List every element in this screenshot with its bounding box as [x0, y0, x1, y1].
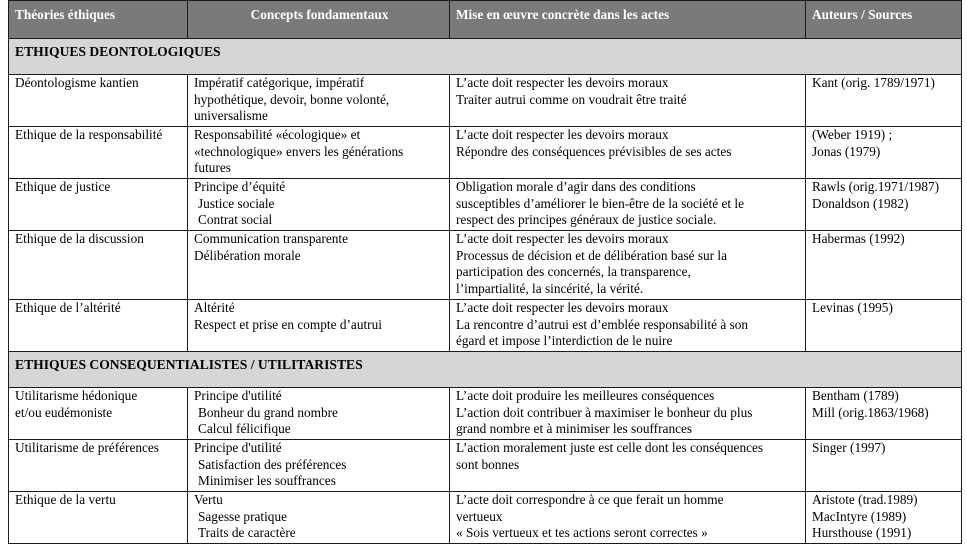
actes-line: L’acte doit produire les meilleures conséquences — [456, 388, 715, 403]
theory-cell — [9, 231, 188, 300]
actes-line: L’acte doit respecter les devoirs moraux — [456, 300, 669, 315]
section-title: ETHIQUES CONSEQUENTIALISTES / UTILITARISTES — [9, 352, 962, 388]
theory-line: Ethique de la discussion — [15, 231, 144, 246]
theory-cell — [9, 388, 188, 440]
concepts-line: universalisme — [194, 108, 268, 124]
theory-line: Ethique de la vertu — [15, 492, 116, 507]
auteurs-line: Levinas (1995) — [812, 300, 893, 315]
actes-line: L’acte doit respecter les devoirs moraux — [456, 231, 669, 246]
concepts-line: Principe d’équité — [194, 179, 286, 194]
auteurs-line: Kant (orig. 1789/1971) — [812, 75, 935, 90]
concepts-line: Impératif catégorique, impératif — [194, 75, 365, 90]
concepts-cell — [188, 231, 450, 300]
theory-line: Déontologisme kantien — [15, 75, 139, 90]
concepts-line: Principe d'utilité — [194, 388, 282, 403]
header-row — [9, 1, 962, 39]
actes-cell — [450, 75, 806, 127]
auteurs-line: Jonas (1979) — [812, 143, 881, 159]
concepts-line: Bonheur du grand nombre — [198, 404, 338, 420]
actes-line: « Sois vertueux et tes actions seront correctes » — [456, 525, 708, 541]
actes-line: L’acte doit correspondre à ce que ferait un homme — [456, 492, 724, 507]
auteurs-line: Mill (orig.1863/1968) — [812, 404, 929, 420]
concepts-cell — [188, 492, 450, 544]
concepts-line: Sagesse pratique — [198, 508, 287, 524]
actes-line: Répondre des conséquences prévisibles de ses actes — [456, 143, 732, 159]
header-auteurs: Auteurs / Sources — [806, 1, 962, 39]
concepts-line: Vertu — [194, 492, 223, 507]
table-row — [9, 492, 962, 544]
actes-cell — [450, 300, 806, 352]
header-theories: Théories éthiques — [9, 1, 188, 39]
actes-line: L’action doit contribuer à maximiser le bonheur du plus — [456, 404, 753, 420]
table-row — [9, 75, 962, 127]
concepts-line: Responsabilité «écologique» et — [194, 127, 361, 142]
header-mise-en-oeuvre: Mise en œuvre concrète dans les actes — [450, 1, 806, 39]
table-row — [9, 300, 962, 352]
concepts-line: Satisfaction des préférences — [198, 456, 347, 472]
concepts-line: Traits de caractère — [198, 525, 296, 541]
actes-line: sont bonnes — [456, 456, 520, 472]
auteurs-cell — [806, 388, 962, 440]
auteurs-line: MacIntyre (1989) — [812, 508, 907, 524]
actes-cell — [450, 492, 806, 544]
auteurs-cell — [806, 179, 962, 231]
actes-line: L’action moralement juste est celle dont les conséquences — [456, 440, 764, 455]
table-body — [9, 39, 962, 544]
table-row — [9, 231, 962, 300]
theory-line: Utilitarisme de préférences — [15, 440, 159, 455]
theory-line: Ethique de l’altérité — [15, 300, 121, 315]
concepts-line: Altérité — [194, 300, 235, 315]
actes-line: La rencontre d’autrui est d’emblée responsabilité à son — [456, 316, 749, 332]
auteurs-cell — [806, 440, 962, 492]
actes-line: Obligation morale d’agir dans des conditions — [456, 179, 696, 194]
theory-line: Utilitarisme hédonique — [15, 388, 138, 403]
theory-cell — [9, 75, 188, 127]
concepts-line: Calcul félicifique — [198, 421, 291, 437]
concepts-line: Principe d'utilité — [194, 440, 282, 455]
table-row — [9, 127, 962, 179]
actes-line: grand nombre et à minimiser les souffrances — [456, 421, 693, 437]
table-row — [9, 440, 962, 492]
actes-line: participation des concernés, la transparence, — [456, 264, 691, 280]
actes-cell — [450, 388, 806, 440]
actes-line: l’impartialité, la sincérité, la vérité. — [456, 280, 644, 296]
header-concepts: Concepts fondamentaux — [188, 1, 450, 39]
concepts-line: Communication transparente — [194, 231, 348, 246]
concepts-cell — [188, 300, 450, 352]
actes-line: L’acte doit respecter les devoirs moraux — [456, 127, 669, 142]
auteurs-cell — [806, 127, 962, 179]
concepts-cell — [188, 440, 450, 492]
table-row — [9, 179, 962, 231]
actes-line: Traiter autrui comme on voudrait être traité — [456, 91, 687, 107]
theory-line: Ethique de justice — [15, 179, 111, 194]
auteurs-line: Hursthouse (1991) — [812, 525, 912, 541]
theory-cell — [9, 179, 188, 231]
actes-line: Processus de décision et de délibération basé sur la — [456, 247, 728, 263]
table-row — [9, 388, 962, 440]
theory-line: Ethique de la responsabilité — [15, 127, 163, 142]
section-title: ETHIQUES DEONTOLOGIQUES — [9, 39, 962, 75]
actes-line: L’acte doit respecter les devoirs moraux — [456, 75, 669, 90]
section-header-row — [9, 352, 962, 388]
auteurs-line: (Weber 1919) ; — [812, 127, 893, 142]
concepts-cell — [188, 127, 450, 179]
actes-line: vertueux — [456, 508, 503, 524]
auteurs-line: Rawls (orig.1971/1987) — [812, 179, 940, 194]
auteurs-line: Habermas (1992) — [812, 231, 905, 246]
auteurs-cell — [806, 300, 962, 352]
theory-line: et/ou eudémoniste — [15, 404, 113, 420]
theory-cell — [9, 492, 188, 544]
actes-cell — [450, 231, 806, 300]
concepts-line: «technologique» envers les générations — [194, 143, 404, 159]
concepts-line: Minimiser les souffrances — [198, 473, 336, 489]
concepts-line: Justice sociale — [198, 195, 275, 211]
auteurs-line: Singer (1997) — [812, 440, 886, 455]
theory-cell — [9, 300, 188, 352]
auteurs-cell — [806, 231, 962, 300]
actes-line: respect des principes généraux de justice sociale. — [456, 212, 717, 228]
theory-cell — [9, 127, 188, 179]
actes-cell — [450, 127, 806, 179]
actes-line: égard et impose l’interdiction de le nuire — [456, 333, 673, 349]
theory-cell — [9, 440, 188, 492]
ethics-table — [8, 0, 962, 544]
concepts-cell — [188, 388, 450, 440]
actes-cell — [450, 179, 806, 231]
auteurs-line: Donaldson (1982) — [812, 195, 909, 211]
auteurs-cell — [806, 492, 962, 544]
concepts-line: Délibération morale — [194, 247, 301, 263]
section-header-row — [9, 39, 962, 75]
auteurs-line: Bentham (1789) — [812, 388, 899, 403]
concepts-line: hypothétique, devoir, bonne volonté, — [194, 91, 390, 107]
concepts-cell — [188, 75, 450, 127]
auteurs-line: Aristote (trad.1989) — [812, 492, 918, 507]
actes-cell — [450, 440, 806, 492]
concepts-line: futures — [194, 160, 231, 176]
concepts-line: Contrat social — [198, 212, 273, 228]
concepts-cell — [188, 179, 450, 231]
concepts-line: Respect et prise en compte d’autrui — [194, 316, 382, 332]
actes-line: susceptibles d’améliorer le bien-être de la société et le — [456, 195, 744, 211]
auteurs-cell — [806, 75, 962, 127]
